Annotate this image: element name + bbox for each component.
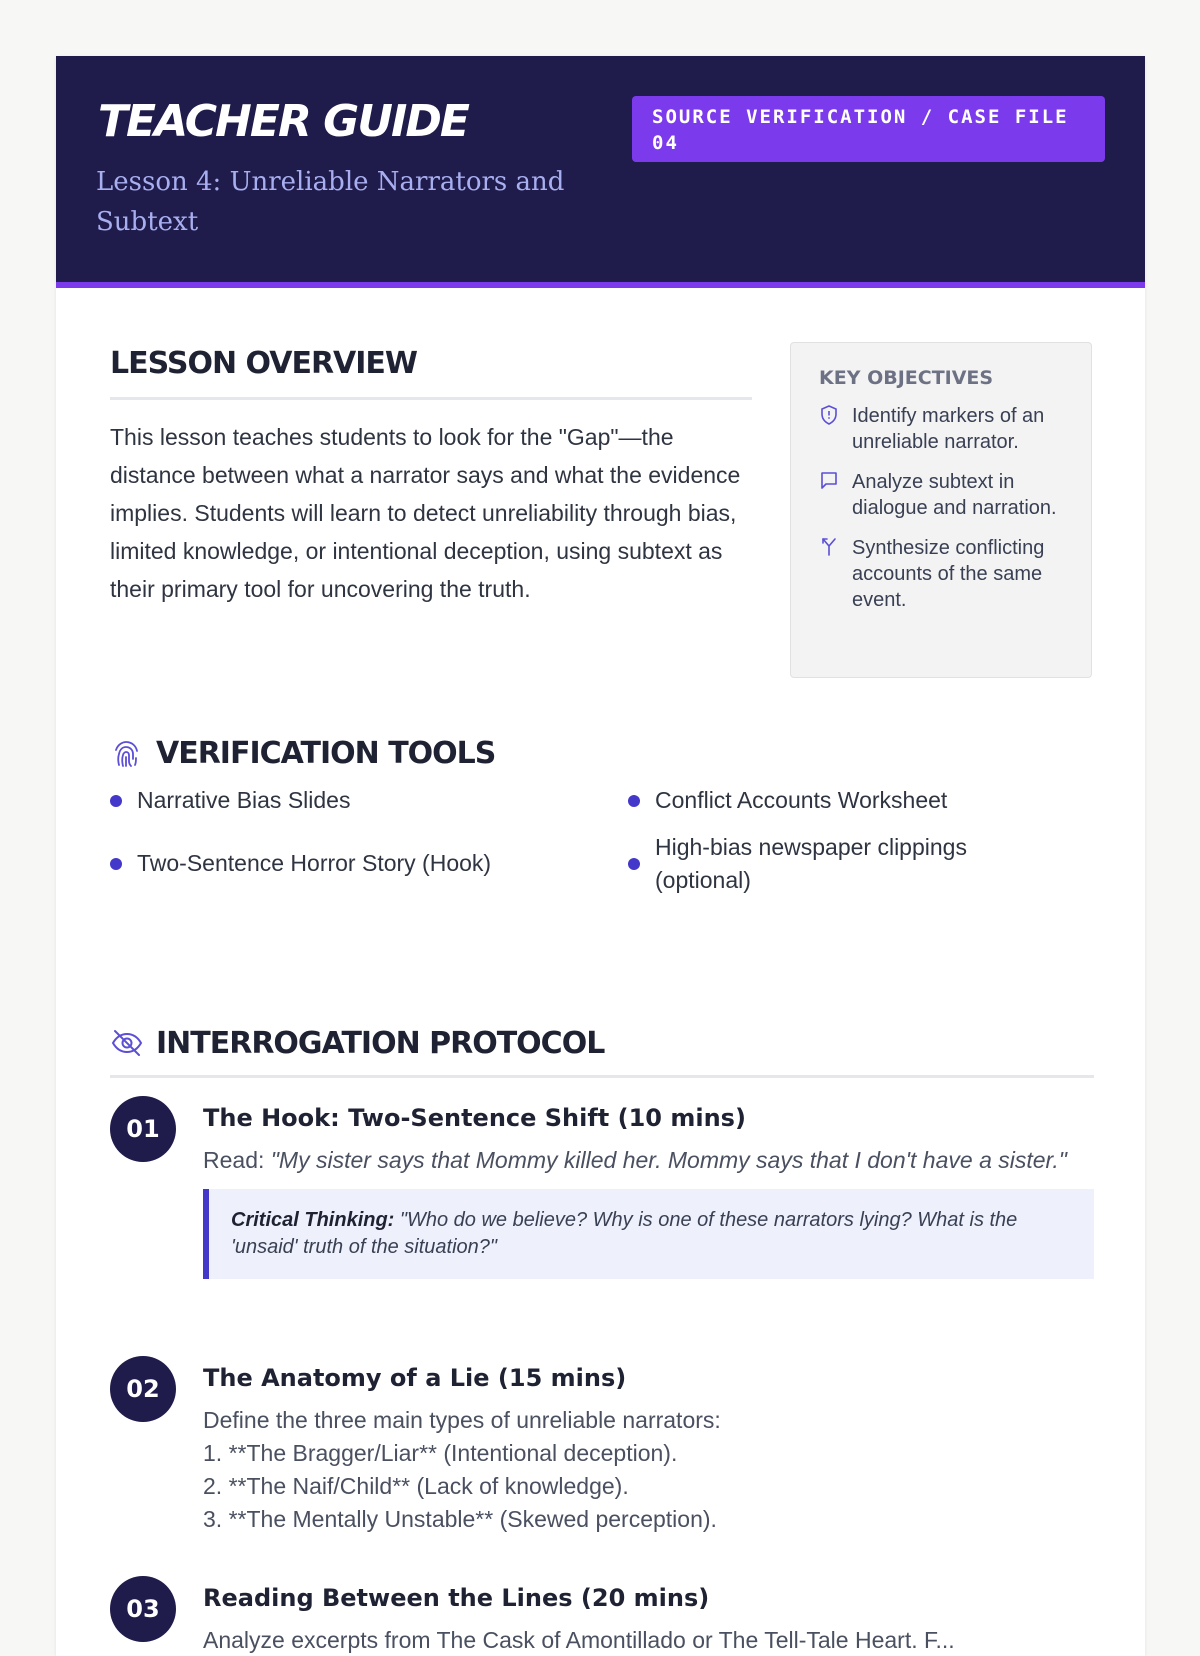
tools-heading-row xyxy=(110,736,495,771)
merge-icon xyxy=(819,536,839,558)
case-file-badge: SOURCE VERIFICATION / CASE FILE 04 xyxy=(632,96,1105,162)
objective-text: Synthesize conflicting accounts of the same event. xyxy=(852,537,1045,611)
story-quote: "My sister says that Mommy killed her. Mommy says that I don't have a sister." xyxy=(270,1147,1067,1173)
objectives-heading: KEY OBJECTIVES xyxy=(819,367,994,389)
step-body xyxy=(203,1356,1094,1536)
step-number: 03 xyxy=(110,1576,176,1642)
list-item: 2. **The Naif/Child** (Lack of knowledge). xyxy=(203,1473,629,1499)
step-title: The Anatomy of a Lie (15 mins) xyxy=(203,1364,627,1392)
step-text xyxy=(203,1404,1094,1536)
list-intro: Define the three main types of unreliable narrators: xyxy=(203,1407,721,1433)
protocol-step xyxy=(110,1096,1094,1336)
bullet-dot xyxy=(628,858,640,870)
critical-thinking-callout xyxy=(203,1189,1094,1279)
tool-label: Narrative Bias Slides xyxy=(137,787,351,813)
speech-bubble-icon xyxy=(819,470,839,492)
protocol-step xyxy=(110,1576,1094,1656)
tool-label: Two-Sentence Horror Story (Hook) xyxy=(137,850,492,876)
objective-text: Analyze subtext in dialogue and narration. xyxy=(852,471,1057,519)
list-item xyxy=(110,847,491,880)
objective-item xyxy=(819,403,1075,455)
callout-text: "Who do we believe? Why is one of these narrators lying? What is the 'unsaid' truth of the situation?" xyxy=(231,1209,1018,1258)
protocol-heading: INTERROGATION PROTOCOL xyxy=(156,1026,605,1061)
shield-icon xyxy=(819,404,839,426)
step-number: 01 xyxy=(110,1096,176,1162)
protocol-heading-row xyxy=(110,1014,1094,1078)
lesson-subtitle: Lesson 4: Unreliable Narrators and Subtext xyxy=(96,167,565,237)
bullet-dot xyxy=(628,795,640,807)
teacher-guide-page xyxy=(56,56,1145,1656)
step-text: Analyze excerpts from The Cask of Amontillado or The Tell-Tale Heart. F... xyxy=(203,1627,955,1653)
read-label: Read: xyxy=(203,1147,271,1173)
eye-off-icon xyxy=(110,1026,144,1060)
overview-text: This lesson teaches students to look for the "Gap"—the distance between what a narrator says and what the evidence implies. Students will learn to detect unreliability through bias, limited knowledge, or intentional deception, using subtext as their primary tool for uncovering the truth. xyxy=(110,424,741,602)
step-title: The Hook: Two-Sentence Shift (10 mins) xyxy=(203,1104,746,1132)
objective-item xyxy=(819,469,1075,521)
key-objectives-panel xyxy=(790,342,1092,678)
bullet-dot xyxy=(110,795,122,807)
step-title: Reading Between the Lines (20 mins) xyxy=(203,1584,710,1612)
header-banner xyxy=(56,56,1145,288)
step-text xyxy=(203,1144,1094,1177)
tool-label: High-bias newspaper clippings (optional) xyxy=(655,834,967,893)
objective-item xyxy=(819,535,1075,613)
tools-heading: VERIFICATION TOOLS xyxy=(156,736,496,771)
callout-label: Critical Thinking: xyxy=(231,1209,395,1231)
list-item: 1. **The Bragger/Liar** (Intentional deception). xyxy=(203,1440,678,1466)
list-item xyxy=(628,784,947,817)
fingerprint-icon xyxy=(110,738,142,770)
step-number: 02 xyxy=(110,1356,176,1422)
tool-label: Conflict Accounts Worksheet xyxy=(655,787,948,813)
objective-text: Identify markers of an unreliable narrator. xyxy=(852,405,1045,453)
list-item xyxy=(628,831,988,897)
protocol-step xyxy=(110,1356,1094,1556)
list-item xyxy=(110,784,350,817)
overview-heading: LESSON OVERVIEW xyxy=(110,346,752,400)
bullet-dot xyxy=(110,858,122,870)
step-body xyxy=(203,1096,1094,1279)
step-body xyxy=(203,1576,1094,1656)
page-title: TEACHER GUIDE xyxy=(98,96,468,147)
list-item: 3. **The Mentally Unstable** (Skewed perception). xyxy=(203,1506,717,1532)
